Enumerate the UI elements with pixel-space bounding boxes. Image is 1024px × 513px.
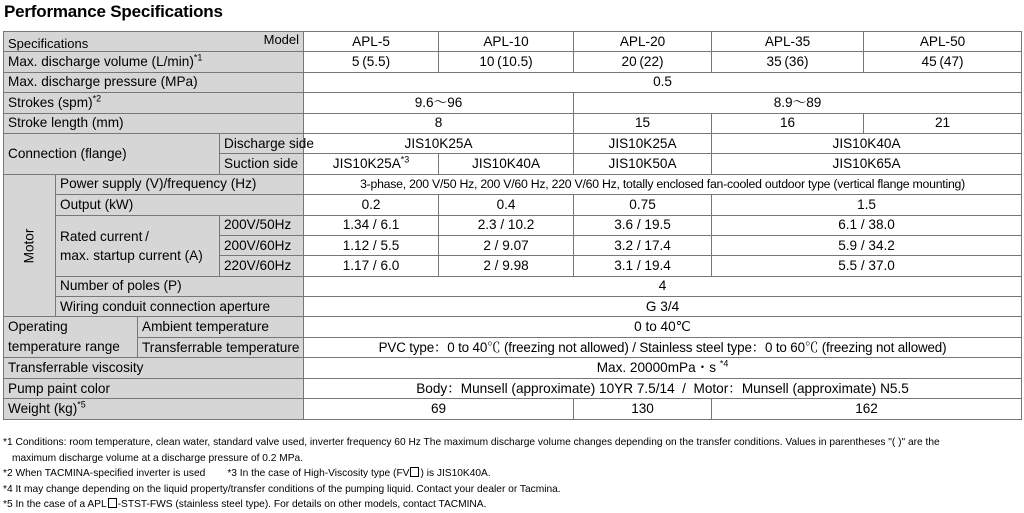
- max-volume-row: [4, 52, 1022, 72]
- current-label-line2: max. startup current (A): [60, 247, 203, 263]
- freq-label: 200V/60Hz: [220, 235, 304, 255]
- footnote: *4 It may change depending on the liquid property/transfer conditions of the pumping liquid. Contact your dealer or Tacmina.: [3, 483, 561, 495]
- weight-row: [4, 399, 1022, 419]
- cell-value: 5.9 / 34.2: [712, 235, 1022, 255]
- cell-value: JIS10K65A: [712, 154, 1022, 174]
- footnote: [3, 466, 1021, 482]
- cell-value: 5 (5.5): [304, 52, 439, 72]
- row-label: Strokes (spm)$^{*2}$: [4, 93, 304, 113]
- row-label: Weight (kg)$^{*5}$: [4, 399, 304, 419]
- cell-value: 45 (47): [864, 52, 1022, 72]
- row-label: Max. discharge pressure (MPa): [4, 72, 304, 92]
- row-label: Connection (flange): [4, 133, 220, 174]
- cell-value: 1.17 / 6.0: [304, 256, 439, 276]
- cell-value: 3.1 / 19.4: [574, 256, 712, 276]
- cell-value: 35 (36): [712, 52, 864, 72]
- model-header: APL-35: [712, 32, 864, 52]
- strokes-row: [4, 93, 1022, 113]
- row-label: Stroke length (mm): [4, 113, 304, 133]
- motor-poles-row: [4, 276, 1022, 296]
- cell-value: 1.34 / 6.1: [304, 215, 439, 235]
- cell-value: 16: [712, 113, 864, 133]
- footnote: *1 Conditions: room temperature, clean water, standard valve used, inverter frequency 60 Hz The maximum discharge volume changes depending on the transfer conditions. Values in parentheses "( )" are the: [3, 437, 940, 448]
- footnote: [3, 497, 1021, 513]
- footnote-2: *2 When TACMINA-specified inverter is used: [3, 468, 206, 479]
- footnote-5-end: -STST-FWS (stainless steel type). For details on other models, contact TACMINA.: [117, 499, 487, 510]
- temperature-transfer-row: [4, 337, 1022, 358]
- cell-value: 0.5: [304, 72, 1022, 92]
- cell-value: 21: [864, 113, 1022, 133]
- row-sublabel: Transferrable temperature: [138, 337, 304, 358]
- model-header: APL-5: [304, 32, 439, 52]
- specifications-label: Specifications: [8, 35, 89, 51]
- row-label: Max. discharge volume $(L/\min)^{*1}$: [4, 52, 304, 72]
- cell-value: 20 (22): [574, 52, 712, 72]
- row-label: Output (kW): [56, 195, 304, 215]
- model-header: APL-20: [574, 32, 712, 52]
- cell-value: JIS10K40A: [712, 133, 1022, 153]
- model-header: APL-50: [864, 32, 1022, 52]
- cell-value: 8.9～89: [574, 93, 1022, 113]
- cell-value: 10 (10.5): [439, 52, 574, 72]
- cell-value: 3.2 / 17.4: [574, 235, 712, 255]
- cell-value: JIS10K40A: [439, 154, 574, 174]
- viscosity-row: [4, 358, 1022, 378]
- cell-value: 3.6 / 19.5: [574, 215, 712, 235]
- page-title: Performance Specifications: [4, 2, 223, 21]
- cell-value: 4: [304, 276, 1022, 296]
- cell-value: 0.4: [439, 195, 574, 215]
- row-sublabel: Discharge side: [220, 133, 304, 153]
- motor-wiring-row: [4, 297, 1022, 317]
- temp-label-line2: temperature range: [8, 339, 120, 355]
- footnote-3-start: *3 In the case of High-Viscosity type (FV: [227, 468, 410, 479]
- cell-value: 2.3 / 10.2: [439, 215, 574, 235]
- row-label: Pump paint color: [4, 378, 304, 398]
- cell-value: 2 / 9.98: [439, 256, 574, 276]
- footnotes: [3, 435, 1021, 513]
- cell-value: 130: [574, 399, 712, 419]
- cell-value: JIS10K50A: [574, 154, 712, 174]
- motor-current-row: [4, 215, 1022, 235]
- cell-value: G 3/4: [304, 297, 1022, 317]
- footnote-continued: maximum discharge volume at a discharge pressure of 0.2 MPa.: [12, 452, 304, 464]
- cell-value: 1.12 / 5.5: [304, 235, 439, 255]
- specifications-table: [3, 31, 1022, 420]
- placeholder-box-icon: [108, 498, 117, 508]
- spec-model-cell: [4, 32, 304, 52]
- cell-value: 3-phase, 200 V/50 Hz, 200 V/60 Hz, 220 V/60 Hz, totally enclosed fan-cooled outdoor type (vertical flange mounting): [304, 174, 1022, 194]
- footnote-3-end: ) is JIS10K40A.: [420, 468, 491, 479]
- cell-value: 8: [304, 113, 574, 133]
- cell-value: 0 to 40℃: [304, 317, 1022, 338]
- header-row: [4, 32, 1022, 52]
- current-label-line1: Rated current /: [60, 228, 149, 244]
- row-label: [4, 317, 138, 358]
- cell-value: $JIS10K25A^{*3}$: [304, 154, 439, 174]
- max-pressure-row: [4, 72, 1022, 92]
- temperature-ambient-row: [4, 317, 1022, 338]
- row-label: Number of poles (P): [56, 276, 304, 296]
- footnote-5-start: *5 In the case of a APL: [3, 499, 107, 510]
- cell-value: JIS10K25A: [574, 133, 712, 153]
- row-sublabel: Suction side: [220, 154, 304, 174]
- connection-discharge-row: [4, 133, 1022, 153]
- cell-value: 162: [712, 399, 1022, 419]
- motor-label: Motor: [4, 174, 56, 317]
- cell-value: 2 / 9.07: [439, 235, 574, 255]
- row-sublabel: Ambient temperature: [138, 317, 304, 338]
- temp-label-line1: Operating: [8, 319, 68, 335]
- placeholder-box-icon: [410, 467, 419, 477]
- cell-value: Max. 20000mPa・s $^{*4}$: [304, 358, 1022, 378]
- motor-power-row: [4, 174, 1022, 194]
- cell-value: 1.5: [712, 195, 1022, 215]
- row-label: [56, 215, 220, 276]
- row-label: Power supply (V)/frequency (Hz): [56, 174, 304, 194]
- cell-value: 9.6～96: [304, 93, 574, 113]
- stroke-length-row: [4, 113, 1022, 133]
- motor-output-row: [4, 195, 1022, 215]
- model-label: Model: [263, 31, 300, 47]
- cell-value: Body：Munsell (approximate) 10YR 7.5/14 / Motor：Munsell (approximate) N5.5: [304, 378, 1022, 398]
- cell-value: 0.2: [304, 195, 439, 215]
- row-label: Transferrable viscosity: [4, 358, 304, 378]
- cell-value: 15: [574, 113, 712, 133]
- cell-value: JIS10K25A: [304, 133, 574, 153]
- paint-row: [4, 378, 1022, 398]
- freq-label: 220V/60Hz: [220, 256, 304, 276]
- cell-value: 69: [304, 399, 574, 419]
- freq-label: 200V/50Hz: [220, 215, 304, 235]
- cell-value: 5.5 / 37.0: [712, 256, 1022, 276]
- cell-value: 0.75: [574, 195, 712, 215]
- row-label: Wiring conduit connection aperture: [56, 297, 304, 317]
- model-header: APL-10: [439, 32, 574, 52]
- cell-value: PVC type：0 to 40℃ (freezing not allowed) / Stainless steel type：0 to 60℃ (freezing not allowed): [304, 337, 1022, 358]
- cell-value: 6.1 / 38.0: [712, 215, 1022, 235]
